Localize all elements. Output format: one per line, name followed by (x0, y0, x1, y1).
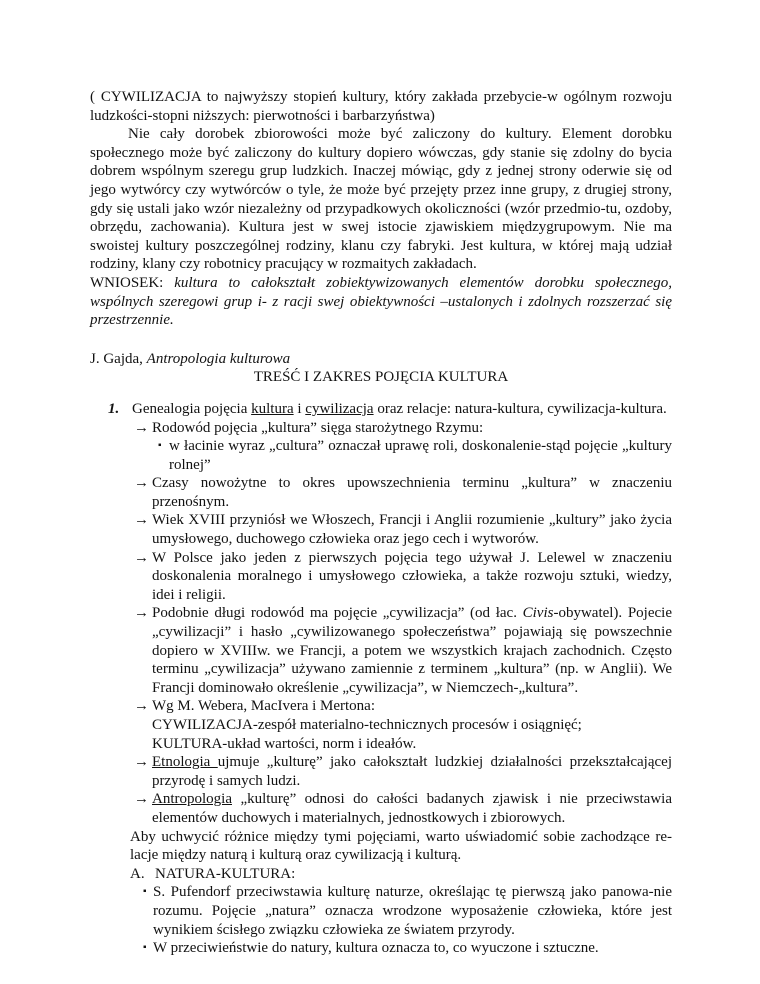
text-segment: KULTURA-układ wartości, norm i ideałów. (152, 735, 417, 752)
arrow-icon: → (134, 549, 149, 566)
arrow-icon: → (134, 605, 149, 622)
wniosek-text: kultura to całokształt zobiektywizowanych elementów dorobku społecznego, wspólnych szeregowi grup i- z racji swej obiektywności –ustalonych i zdolnych rozszerzać się przestrzennie. (90, 274, 672, 329)
item-text (130, 828, 672, 865)
outline-list (90, 400, 672, 958)
text-segment: Civis (522, 605, 554, 622)
source-citation (90, 350, 672, 369)
item-text (152, 790, 672, 827)
text-segment: i (293, 400, 306, 417)
text-segment: ujmuje „kulturę” jako całokształt ludzkiej działalności przekształcającej przyrodę i samych ludzi. (152, 754, 672, 789)
paragraph-cywilizacja-definition: ( CYWILIZACJA to najwyższy stopień kultury, który zakłada przebycie-w ogólnym rozwoju ludzkości-stopni niższych: pierwotności i barbarzyństwa) (90, 89, 672, 124)
item-wiek-xviii (90, 511, 672, 548)
paragraph-wniosek (90, 274, 672, 330)
bullet-icon: ▪ (143, 886, 147, 898)
item-lacina-cultura (90, 437, 672, 474)
item-text (152, 511, 672, 548)
text-segment: oraz relacje: natura-kultura, cywilizacja-kultura. (373, 400, 667, 417)
arrow-icon: → (134, 419, 149, 436)
text-segment: W Polsce jako jeden z pierwszych pojęcia tego używał J. Lelewel w znaczeniu doskonalenia moralnego i umysłowego człowieka, a także rozwoju sztuki, wiedzy, idei i religii. (152, 549, 672, 603)
item-text (152, 419, 672, 438)
item-antropologia (90, 790, 672, 827)
paragraph-dorobek-zbiorowosci: Nie cały dorobek zbiorowości może być zaliczony do kultury. Element dorobku społecznego może być zaliczony do kultury dopiero wówczas, gdy stanie się zdolny do bycia dobrem wspólnym szeregu grup ludzkich. Inaczej mówiąc, gdy z jednej strony oderwie się od jego wytwórcy czy wytwórców o tyle, że może być przejęty przez inne grupy, z drugiej strony, gdy się ustali jako wzór niezależny od przypadkowych okoliczności (wzór przedmio-tu, ozdoby, obrzędu, zachowania). Kultura jest w swej istocie zjawiskiem międzygrupowym. Nie ma swoistej kultury poszczególnej rodziny, klanu czy fabryki. Jest kultura, w której mają udział rodziny, klany czy robotnicy pracujący w rozmaitych zakładach. (90, 126, 672, 273)
item-webera-macivera-mertona (90, 697, 672, 716)
text-segment: kultura (251, 400, 294, 417)
item-czasy-nowozytne (90, 474, 672, 511)
item-text (153, 939, 672, 958)
text-segment: W przeciwieństwie do natury, kultura oznacza to, co wyuczone i sztuczne. (153, 940, 599, 957)
item-pufendorf (90, 883, 672, 939)
arrow-icon: → (134, 512, 149, 529)
text-segment: Antropologia (152, 791, 232, 808)
text-segment: S. Pufendorf przeciwstawia kulturę naturze, określając tę pierwszą jako panowa-nie rozumu. Pojęcie „natura” oznacza wrodzone wyposażenie człowieka, które jest wynikiem ścisłego związku człowieka ze światem przyrody. (153, 884, 672, 938)
item-etnologia (90, 753, 672, 790)
section-heading: TREŚĆ I ZAKRES POJĘCIA KULTURA (253, 369, 509, 386)
text-segment: Rodowód pojęcia „kultura” sięga starożytnego Rzymu: (152, 419, 484, 436)
text-segment: Aby uchwycić różnice między tymi pojęciami, warto uświadomić sobie zachodzące re-lacje między naturą i kulturą oraz cywilizacją i kulturą. (130, 828, 672, 864)
text-segment: NATURA-KULTURA: (155, 865, 296, 882)
item-genealogia (90, 400, 672, 419)
item-rodowod-cywilizacja (90, 604, 672, 697)
text-segment: -obywatel). Pojecie „cywilizacji” i hasło „cywilizowanego społeczeństwa” pojawiają się powszechnie dopiero w XVIIIw. we Francji, a potem we wszystkich krajach zachodnich. Często terminu „cywilizacja” używano zamiennie z terminem „kultura” (np. w Anglii). We Francji dominowało określenie „cywilizacja”, w Niemczech-„kultura”. (152, 605, 672, 696)
text-segment: Czasy nowożytne to okres upowszechnienia terminu „kultura” w znaczeniu przenośnym. (152, 475, 672, 510)
arrow-icon: → (134, 791, 149, 808)
item-aby-uchwycic (90, 828, 672, 865)
item-text (153, 883, 672, 939)
item-text (169, 437, 672, 474)
wniosek-label: WNIOSEK: (90, 274, 164, 291)
item-text (152, 474, 672, 511)
item-cywilizacja-definicja (90, 716, 672, 735)
bullet-icon: ▪ (158, 440, 162, 452)
bullet-icon: ▪ (143, 942, 147, 954)
item-text (152, 697, 672, 716)
item-text (152, 604, 672, 697)
arrow-icon: → (134, 698, 149, 715)
text-segment: w łacinie wyraz „cultura” oznaczał uprawę roli, doskonalenie-stąd pojęcie „kultury rolnej” (169, 438, 672, 473)
letter-marker: A. (130, 865, 145, 882)
item-text (152, 735, 672, 754)
item-przeciwienstwo-natury (90, 939, 672, 958)
text-segment: Etnologia (152, 754, 218, 771)
item-rodowod-kultura (90, 419, 672, 438)
text-segment: Genealogia pojęcia (132, 400, 252, 417)
item-natura-kultura-heading (90, 865, 672, 884)
arrow-icon: → (134, 475, 149, 492)
number-marker: 1. (108, 400, 120, 417)
item-text (132, 400, 672, 419)
text-segment: CYWILIZACJA-zespół materialno-technicznych procesów i osiągnięć; (152, 717, 582, 733)
text-segment: Podobnie długi rodowód ma pojęcie „cywilizacja” (od łac. (152, 605, 523, 622)
text-segment: „kulturę” odnosi do całości badanych zjawisk i nie przeciwstawia elementów duchowych i materialnych, jednostkowych i zbiorowych. (152, 791, 672, 826)
item-text (152, 716, 672, 735)
source-author: J. Gajda, (90, 350, 143, 367)
item-text (155, 865, 672, 884)
item-kultura-definicja (90, 735, 672, 754)
arrow-icon: → (134, 754, 149, 771)
text-segment: Wg M. Webera, MacIvera i Mertona: (152, 698, 376, 715)
item-text (152, 549, 672, 605)
item-w-polsce-lelewel (90, 549, 672, 605)
text-segment: cywilizacja (305, 400, 374, 417)
item-text (152, 753, 672, 790)
text-segment: Wiek XVIII przyniósł we Włoszech, Francji i Anglii rozumienie „kultury” jako życia umysłowego, duchowego człowieka oraz jego cech i wytworów. (152, 512, 672, 548)
source-title: Antropologia kulturowa (146, 350, 291, 367)
